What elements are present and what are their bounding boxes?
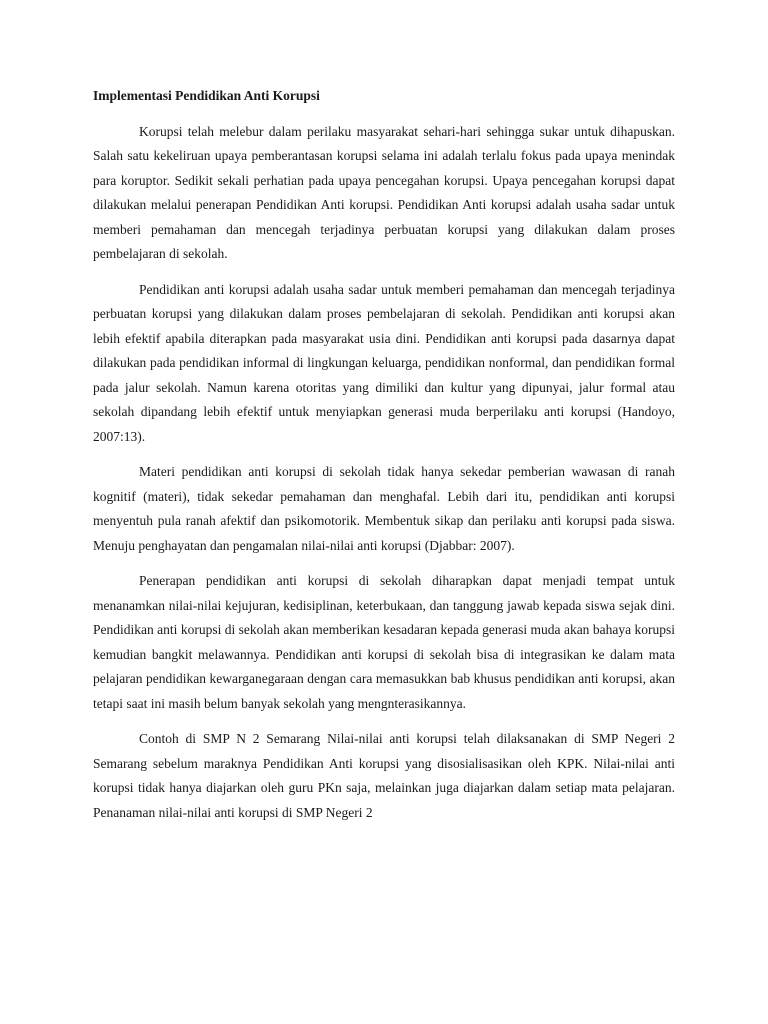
paragraph: Materi pendidikan anti korupsi di sekolah tidak hanya sekedar pemberian wawasan di ranah kognitif (materi), tidak sekedar pemahaman dan menghafal. Lebih dari itu, pendidikan anti korupsi menyentuh pula ranah afektif dan psikomotorik. Membentuk sikap dan perilaku anti korupsi pada siswa. Menuju penghayatan dan pengamalan nilai-nilai anti korupsi (Djabbar: 2007). — [93, 464, 675, 553]
document-page — [93, 84, 675, 836]
paragraph: Korupsi telah melebur dalam perilaku masyarakat sehari-hari sehingga sukar untuk dihapuskan. Salah satu kekeliruan upaya pemberantasan korupsi selama ini adalah terlalu fokus pada upaya menindak para koruptor. Sedikit sekali perhatian pada upaya pencegahan korupsi. Upaya pencegahan korupsi dapat dilakukan melalui penerapan Pendidikan Anti korupsi. Pendidikan Anti korupsi adalah usaha sadar untuk memberi pemahaman dan mencegah terjadinya perbuatan korupsi yang dilakukan dalam proses pembelajaran di sekolah. — [93, 123, 675, 261]
paragraph: Pendidikan anti korupsi adalah usaha sadar untuk memberi pemahaman dan mencegah terjadinya perbuatan korupsi yang dilakukan dalam proses pembelajaran di sekolah. Pendidikan anti korupsi akan lebih efektif apabila diterapkan pada masyarakat usia dini. Pendidikan anti korupsi pada dasarnya dapat dilakukan pada pendidikan informal di lingkungan keluarga, pendidikan nonformal, dan pendidikan formal pada jalur sekolah. Namun karena otoritas yang dimiliki dan kultur yang dipunyai, jalur formal atau sekolah dipandang lebih efektif untuk menyiapkan generasi muda berperilaku anti korupsi (Handoyo, 2007:13). — [93, 281, 675, 444]
paragraph: Contoh di SMP N 2 Semarang Nilai-nilai anti korupsi telah dilaksanakan di SMP Negeri 2 Semarang sebelum maraknya Pendidikan Anti korupsi yang disosialisasikan oleh KPK. Nilai-nilai anti korupsi tidak hanya diajarkan oleh guru PKn saja, melainkan juga diajarkan dalam setiap mata pelajaran. Penanaman nilai-nilai anti korupsi di SMP Negeri 2 — [93, 731, 675, 820]
document-title: Implementasi Pendidikan Anti Korupsi — [93, 88, 320, 103]
paragraph: Penerapan pendidikan anti korupsi di sekolah diharapkan dapat menjadi tempat untuk menanamkan nilai-nilai kejujuran, kedisiplinan, keterbukaan, dan tanggung jawab kepada siswa sejak dini. Pendidikan anti korupsi di sekolah akan memberikan kesadaran kepada generasi muda akan bahaya korupsi kemudian bangkit melawannya. Pendidikan anti korupsi di sekolah bisa di integrasikan ke dalam mata pelajaran pendidikan kewarganegaraan dengan cara memasukkan bab khusus pendidikan anti korupsi, akan tetapi saat ini masih belum banyak sekolah yang mengnterasikannya. — [93, 573, 675, 711]
